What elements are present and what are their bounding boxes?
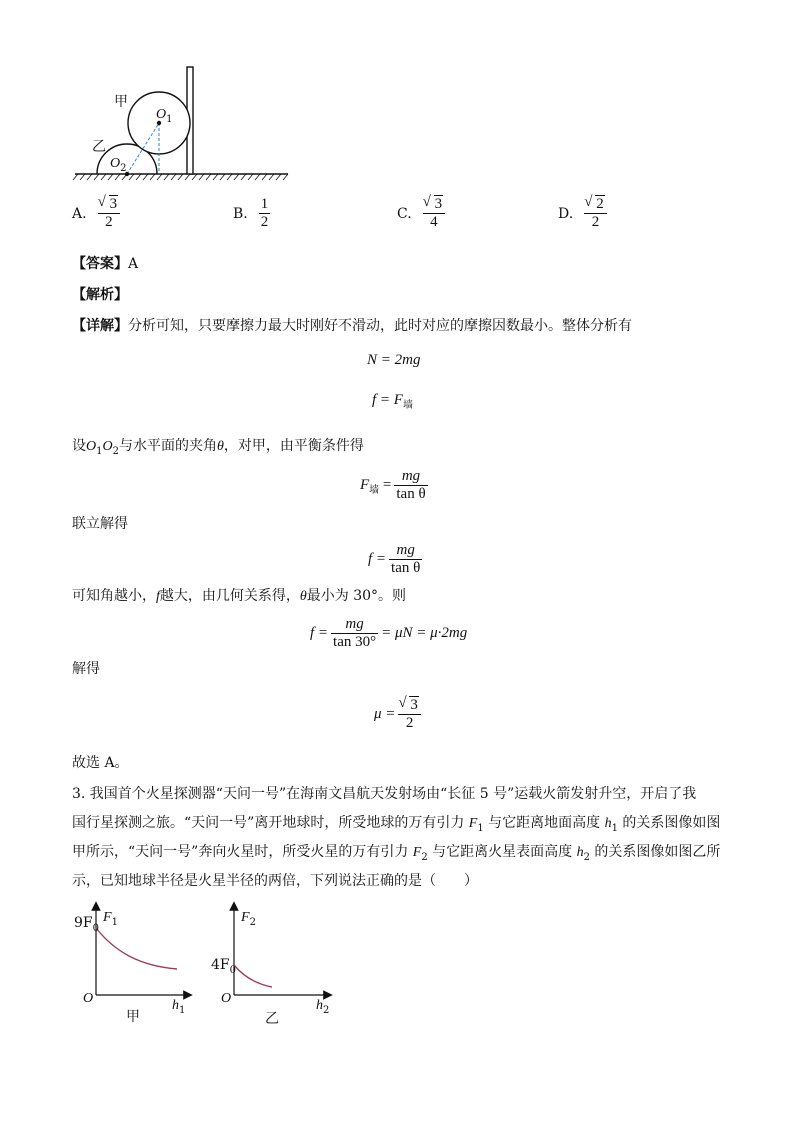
- eq-friction-30: f = $\frac{mg}{\tan 30^\circ}$ = μN = μ·2mg: [310, 616, 468, 650]
- answer-line: 【答案】A: [72, 256, 139, 272]
- q3-line2: 国行星探测之旅。“天问一号”离开地球时，所受地球的万有引力 $F_1$ 与它距离地面高度 $h_1$ 的关系图像如图: [72, 815, 721, 834]
- line-angle: 可知角越小，f越大，由几何关系得，θ最小为 30°。则: [72, 588, 407, 604]
- graph-jia-y0-label: $9F_0$: [74, 915, 99, 934]
- detail-line: 【详解】分析可知，只要摩擦力最大时刚好不滑动，此时对应的摩擦因数最小。整体分析有: [72, 318, 632, 334]
- eq-friction-result: f = $\frac{mg}{\text{tan θ}}$: [368, 542, 421, 576]
- label-o1: $O_1$: [156, 107, 173, 125]
- joint-solve: 联立解得: [72, 516, 128, 532]
- label-jia: 甲: [114, 94, 128, 110]
- eq-friction-wall: $f = F_墙$: [372, 392, 413, 411]
- q3-line1: 3. 我国首个火星探测器“天问一号”在海南文昌航天发射场由“长征 5 号”运载火箭发射升空，开启了我: [72, 786, 697, 802]
- label-o2: $O_2$: [110, 156, 127, 174]
- eq-normal-force: N = 2mg: [367, 352, 421, 368]
- option-d[interactable]: D. √ $\frac{2}{2}$: [558, 196, 610, 231]
- graph-yi-y0-label: $4F_0$: [211, 957, 236, 976]
- label-yi: 乙: [92, 139, 106, 155]
- graph-yi-origin: O: [221, 991, 232, 1006]
- eq-mu: μ = √ $\frac{3}{2}$: [374, 697, 424, 732]
- graph-jia-y-label: $F_1$: [103, 910, 118, 928]
- option-b[interactable]: B. $\frac{1}{2}$: [233, 196, 269, 230]
- analysis-tag: 【解析】: [72, 287, 128, 303]
- q3-line3: 甲所示，“天问一号”奔向火星时，所受火星的万有引力 $F_2$ 与它距离火星表面高度 $h_2$ 的关系图像如图乙所: [72, 844, 721, 863]
- graph-yi-y-label: $F_2$: [241, 910, 256, 928]
- q3-line4: 示，已知地球半径是火星半径的两倍，下列说法正确的是（ ）: [72, 873, 478, 889]
- solve-label: 解得: [72, 661, 100, 677]
- figure-cylinders: [70, 62, 295, 187]
- eq-wall-force: $F_墙$ = $\frac{mg}{\text{tan θ}}$: [360, 468, 426, 502]
- graph-jia-origin: O: [83, 991, 94, 1006]
- option-c[interactable]: C. √ $\frac{3}{4}$: [397, 196, 448, 231]
- graph-jia-caption: 甲: [126, 1009, 140, 1025]
- graph-yi-x-label: $h_2$: [316, 998, 330, 1016]
- graph-yi-caption: 乙: [265, 1011, 279, 1027]
- choose-line: 故选 A。: [72, 755, 129, 771]
- option-a[interactable]: A. √ $\frac{3}{2}$: [72, 196, 123, 231]
- line-set-angle: 设$O_1O_2$与水平面的夹角θ，对甲，由平衡条件得: [72, 438, 364, 457]
- graph-jia-x-label: $h_1$: [172, 998, 186, 1016]
